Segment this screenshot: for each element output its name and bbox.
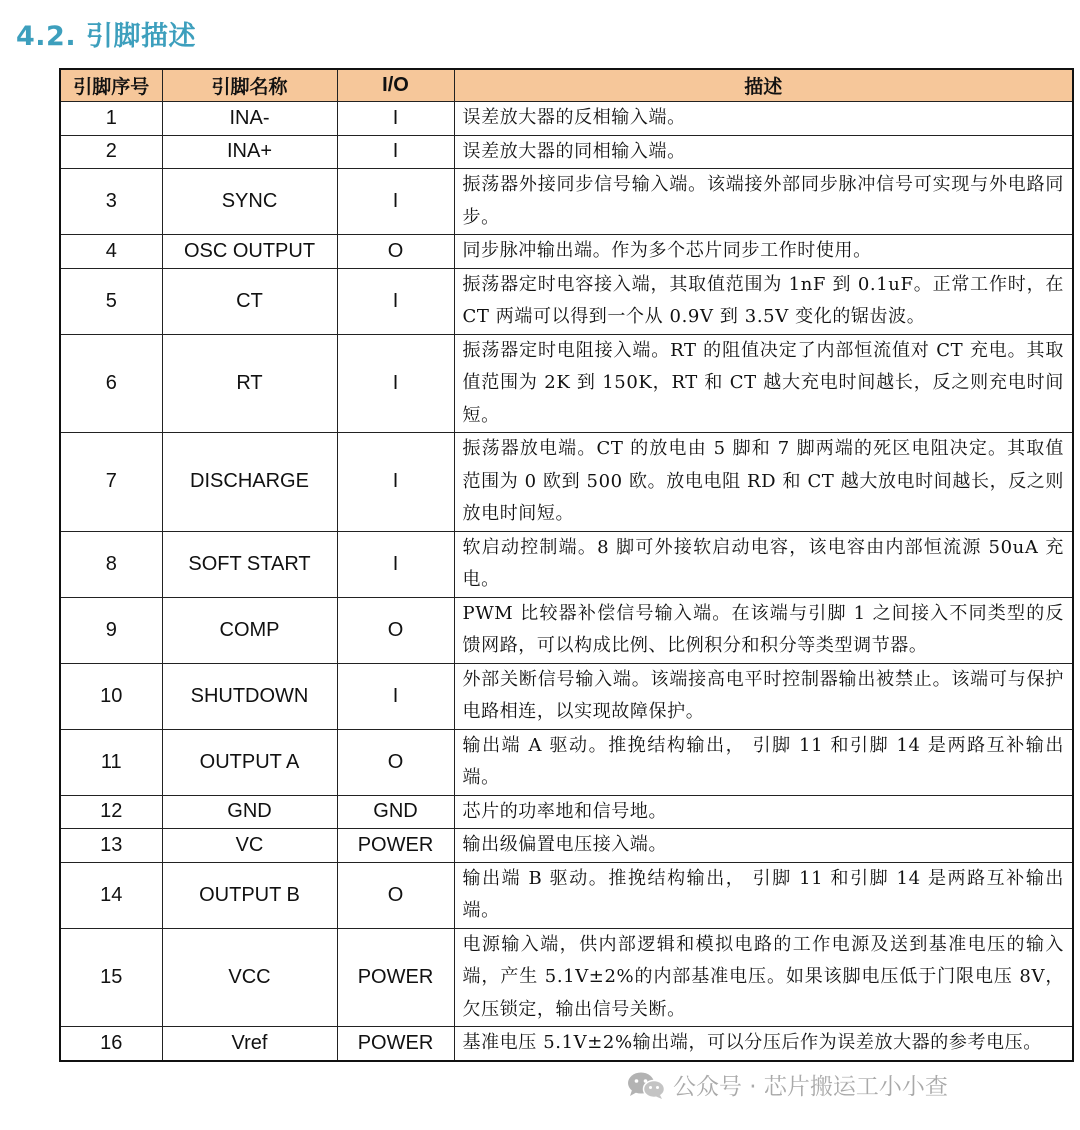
pin-io: POWER [337, 829, 454, 863]
pin-name: RT [162, 334, 337, 433]
pin-description: 振荡器外接同步信号输入端。该端接外部同步脉冲信号可实现与外电路同步。 [454, 169, 1073, 235]
pin-name: SYNC [162, 169, 337, 235]
watermark-text: 公众号 · 芯片搬运工小小查 [673, 1074, 948, 1100]
pin-description: 振荡器定时电阻接入端。RT 的阻值决定了内部恒流值对 CT 充电。其取值范围为 2K 到 150K，RT 和 CT 越大充电时间越长，反之则充电时间短。 [454, 334, 1073, 433]
pin-number: 9 [60, 597, 162, 663]
header-pin-number: 引脚序号 [60, 69, 162, 102]
pin-number: 12 [60, 795, 162, 829]
table-row [60, 829, 1073, 863]
pin-description: 输出端 B 驱动。推挽结构输出， 引脚 11 和引脚 14 是两路互补输出端。 [454, 862, 1073, 928]
pin-description: 基准电压 5.1V±2%输出端，可以分压后作为误差放大器的参考电压。 [454, 1027, 1073, 1061]
section-number: 4.2. [16, 21, 77, 52]
pin-name: Vref [162, 1027, 337, 1061]
pin-io: I [337, 334, 454, 433]
pin-io: O [337, 862, 454, 928]
pin-description: PWM 比较器补偿信号输入端。在该端与引脚 1 之间接入不同类型的反馈网路，可以构成比例、比例积分和积分等类型调节器。 [454, 597, 1073, 663]
pin-description: 误差放大器的同相输入端。 [454, 135, 1073, 169]
table-row [60, 928, 1073, 1027]
pin-number: 1 [60, 102, 162, 136]
pin-name: INA- [162, 102, 337, 136]
pin-number: 11 [60, 729, 162, 795]
pin-number: 3 [60, 169, 162, 235]
table-row [60, 433, 1073, 532]
pin-description: 输出端 A 驱动。推挽结构输出， 引脚 11 和引脚 14 是两路互补输出端。 [454, 729, 1073, 795]
pin-number: 14 [60, 862, 162, 928]
pin-description: 输出级偏置电压接入端。 [454, 829, 1073, 863]
pin-io: I [337, 268, 454, 334]
table-header-row [60, 69, 1073, 102]
pin-description: 振荡器放电端。CT 的放电由 5 脚和 7 脚两端的死区电阻决定。其取值范围为 0 欧到 500 欧。放电电阻 RD 和 CT 越大放电时间越长，反之则放电时间短。 [454, 433, 1073, 532]
pin-io: I [337, 135, 454, 169]
pin-number: 13 [60, 829, 162, 863]
pin-number: 5 [60, 268, 162, 334]
table-row [60, 729, 1073, 795]
pin-description-table [59, 68, 1074, 1062]
pin-description: 同步脉冲输出端。作为多个芯片同步工作时使用。 [454, 235, 1073, 269]
table-row [60, 169, 1073, 235]
pin-number: 8 [60, 531, 162, 597]
pin-description: 外部关断信号输入端。该端接高电平时控制器输出被禁止。该端可与保护电路相连，以实现故障保护。 [454, 663, 1073, 729]
header-pin-name: 引脚名称 [162, 69, 337, 102]
watermark [625, 1068, 948, 1101]
pin-name: VCC [162, 928, 337, 1027]
pin-description: 软启动控制端。8 脚可外接软启动电容，该电容由内部恒流源 50uA 充电。 [454, 531, 1073, 597]
pin-number: 15 [60, 928, 162, 1027]
pin-description: 芯片的功率地和信号地。 [454, 795, 1073, 829]
wechat-icon [625, 1070, 667, 1100]
table-row [60, 795, 1073, 829]
pin-io: I [337, 433, 454, 532]
pin-io: I [337, 531, 454, 597]
table-row [60, 597, 1073, 663]
pin-number: 2 [60, 135, 162, 169]
section-title [16, 14, 196, 53]
table-row [60, 334, 1073, 433]
pin-name: SHUTDOWN [162, 663, 337, 729]
pin-name: GND [162, 795, 337, 829]
pin-io: O [337, 597, 454, 663]
header-io: I/O [337, 69, 454, 102]
pin-name: DISCHARGE [162, 433, 337, 532]
pin-description: 电源输入端，供内部逻辑和模拟电路的工作电源及送到基准电压的输入端，产生 5.1V±2%的内部基准电压。如果该脚电压低于门限电压 8V，欠压锁定，输出信号关断。 [454, 928, 1073, 1027]
table-row [60, 135, 1073, 169]
section-heading: 引脚描述 [86, 21, 196, 52]
pin-io: I [337, 663, 454, 729]
pin-number: 7 [60, 433, 162, 532]
pin-io: POWER [337, 928, 454, 1027]
pin-name: CT [162, 268, 337, 334]
pin-number: 6 [60, 334, 162, 433]
pin-name: VC [162, 829, 337, 863]
table-row [60, 862, 1073, 928]
header-description: 描述 [454, 69, 1073, 102]
pin-name: INA+ [162, 135, 337, 169]
pin-number: 16 [60, 1027, 162, 1061]
pin-name: OSC OUTPUT [162, 235, 337, 269]
table-row [60, 102, 1073, 136]
pin-io: O [337, 729, 454, 795]
table-row [60, 663, 1073, 729]
pin-io: O [337, 235, 454, 269]
pin-description: 振荡器定时电容接入端，其取值范围为 1nF 到 0.1uF。正常工作时，在 CT 两端可以得到一个从 0.9V 到 3.5V 变化的锯齿波。 [454, 268, 1073, 334]
pin-name: OUTPUT A [162, 729, 337, 795]
pin-name: OUTPUT B [162, 862, 337, 928]
table-row [60, 531, 1073, 597]
pin-io: GND [337, 795, 454, 829]
table-row [60, 235, 1073, 269]
pin-io: POWER [337, 1027, 454, 1061]
table-row [60, 268, 1073, 334]
pin-io: I [337, 102, 454, 136]
pin-name: SOFT START [162, 531, 337, 597]
pin-description: 误差放大器的反相输入端。 [454, 102, 1073, 136]
pin-name: COMP [162, 597, 337, 663]
pin-number: 4 [60, 235, 162, 269]
pin-io: I [337, 169, 454, 235]
table-row [60, 1027, 1073, 1061]
pin-number: 10 [60, 663, 162, 729]
